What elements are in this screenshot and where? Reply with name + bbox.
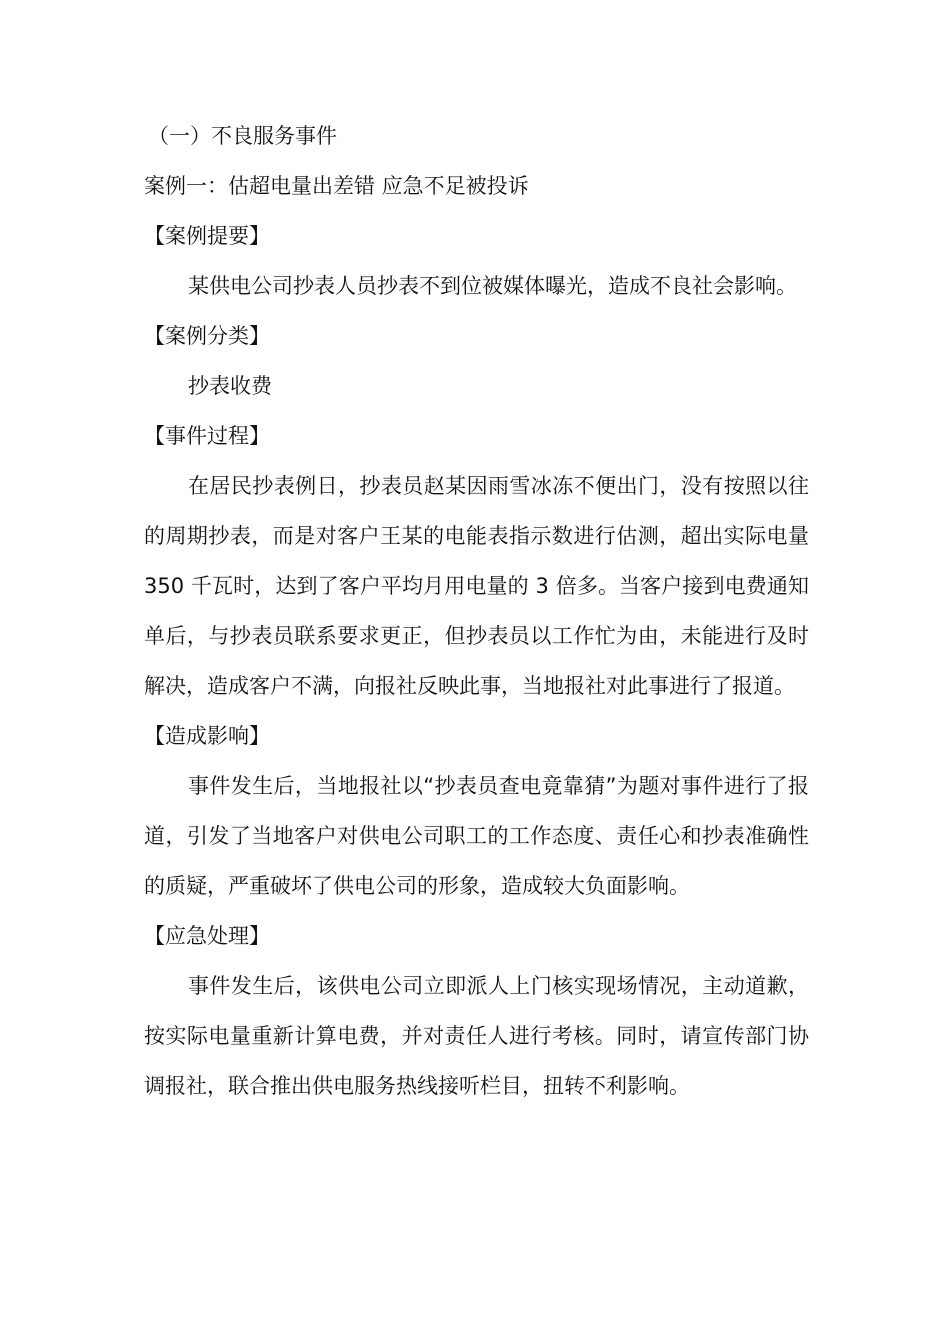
document-content [144,111,809,1111]
heading-emergency-handling: 【应急处理】 [144,924,270,948]
body-impact: 事件发生后，当地报社以“抄表员查电竟靠猜”为题对事件进行了报道，引发了当地客户对供电公司职工的工作态度、责任心和抄表准确性的质疑，严重破坏了供电公司的形象，造成较大负面影响。 [144,774,809,898]
body-case-summary: 某供电公司抄表人员抄表不到位被媒体曝光，造成不良社会影响。 [188,274,797,298]
body-case-category: 抄表收费 [188,374,272,398]
case-title: 案例一：估超电量出差错 应急不足被投诉 [144,174,529,198]
section-title: （一）不良服务事件 [148,124,337,148]
heading-event-process: 【事件过程】 [144,424,270,448]
body-event-process: 在居民抄表例日，抄表员赵某因雨雪冰冻不便出门，没有按照以往的周期抄表，而是对客户王某的电能表指示数进行估测，超出实际电量 350 千瓦时，达到了客户平均月用电量的 3 倍多。当客户接到电费通知单后，与抄表员联系要求更正，但抄表员以工作忙为由，未能进行及时解决，造成客户不满，向报社反映此事，当地报社对此事进行了报道。 [144,474,809,698]
heading-case-category: 【案例分类】 [144,324,270,348]
heading-case-summary: 【案例提要】 [144,224,270,248]
heading-impact: 【造成影响】 [144,724,270,748]
body-emergency-handling: 事件发生后，该供电公司立即派人上门核实现场情况，主动道歉，按实际电量重新计算电费，并对责任人进行考核。同时，请宣传部门协调报社，联合推出供电服务热线接听栏目，扭转不利影响。 [144,974,809,1098]
